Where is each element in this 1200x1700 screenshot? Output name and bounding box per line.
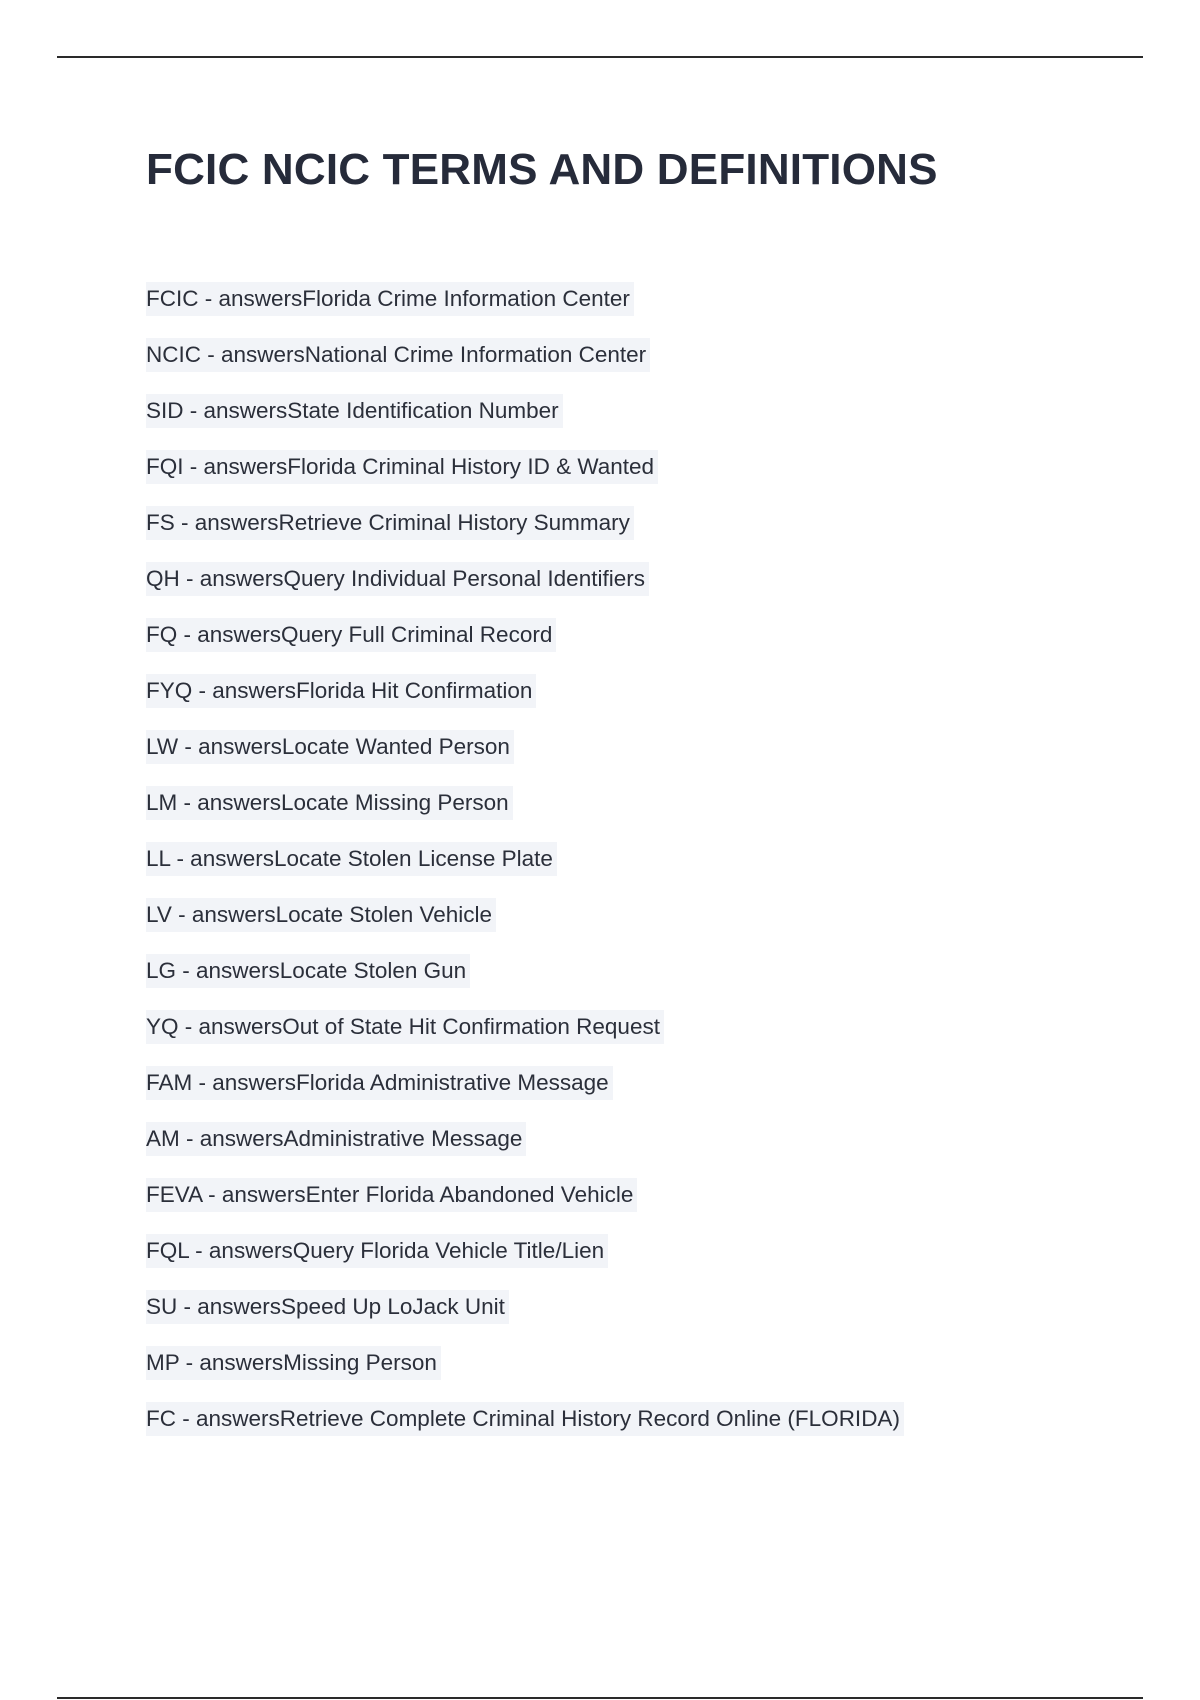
term-item: [146, 338, 904, 394]
term-text: FCIC - answersFlorida Crime Information Center: [146, 282, 634, 316]
term-item: [146, 1290, 904, 1346]
term-item: [146, 1178, 904, 1234]
term-text: SU - answersSpeed Up LoJack Unit: [146, 1290, 509, 1324]
term-item: [146, 730, 904, 786]
term-item: [146, 282, 904, 338]
term-item: [146, 674, 904, 730]
term-item: [146, 1402, 904, 1458]
term-item: [146, 1122, 904, 1178]
term-text: MP - answersMissing Person: [146, 1346, 441, 1380]
term-item: [146, 394, 904, 450]
term-text: FQ - answersQuery Full Criminal Record: [146, 618, 556, 652]
term-text: NCIC - answersNational Crime Information Center: [146, 338, 650, 372]
term-text: LG - answersLocate Stolen Gun: [146, 954, 470, 988]
term-item: [146, 1010, 904, 1066]
term-text: FQL - answersQuery Florida Vehicle Title/Lien: [146, 1234, 608, 1268]
bottom-rule: [57, 1697, 1143, 1699]
term-item: [146, 898, 904, 954]
term-item: [146, 562, 904, 618]
term-item: [146, 1234, 904, 1290]
term-text: AM - answersAdministrative Message: [146, 1122, 526, 1156]
term-text: QH - answersQuery Individual Personal Identifiers: [146, 562, 649, 596]
term-item: [146, 954, 904, 1010]
terms-list: [146, 282, 904, 1458]
term-text: YQ - answersOut of State Hit Confirmation Request: [146, 1010, 664, 1044]
term-item: [146, 1346, 904, 1402]
term-item: [146, 618, 904, 674]
term-item: [146, 450, 904, 506]
term-text: LM - answersLocate Missing Person: [146, 786, 513, 820]
term-text: LV - answersLocate Stolen Vehicle: [146, 898, 496, 932]
term-item: [146, 842, 904, 898]
term-text: FQI - answersFlorida Criminal History ID & Wanted: [146, 450, 658, 484]
term-text: LW - answersLocate Wanted Person: [146, 730, 514, 764]
top-rule: [57, 56, 1143, 58]
term-text: FEVA - answersEnter Florida Abandoned Vehicle: [146, 1178, 637, 1212]
term-item: [146, 506, 904, 562]
term-item: [146, 1066, 904, 1122]
term-text: FC - answersRetrieve Complete Criminal History Record Online (FLORIDA): [146, 1402, 904, 1436]
term-text: LL - answersLocate Stolen License Plate: [146, 842, 557, 876]
term-text: FAM - answersFlorida Administrative Message: [146, 1066, 613, 1100]
page-title: FCIC NCIC TERMS AND DEFINITIONS: [146, 145, 938, 194]
term-text: FYQ - answersFlorida Hit Confirmation: [146, 674, 536, 708]
term-text: SID - answersState Identification Number: [146, 394, 563, 428]
term-text: FS - answersRetrieve Criminal History Summary: [146, 506, 634, 540]
term-item: [146, 786, 904, 842]
